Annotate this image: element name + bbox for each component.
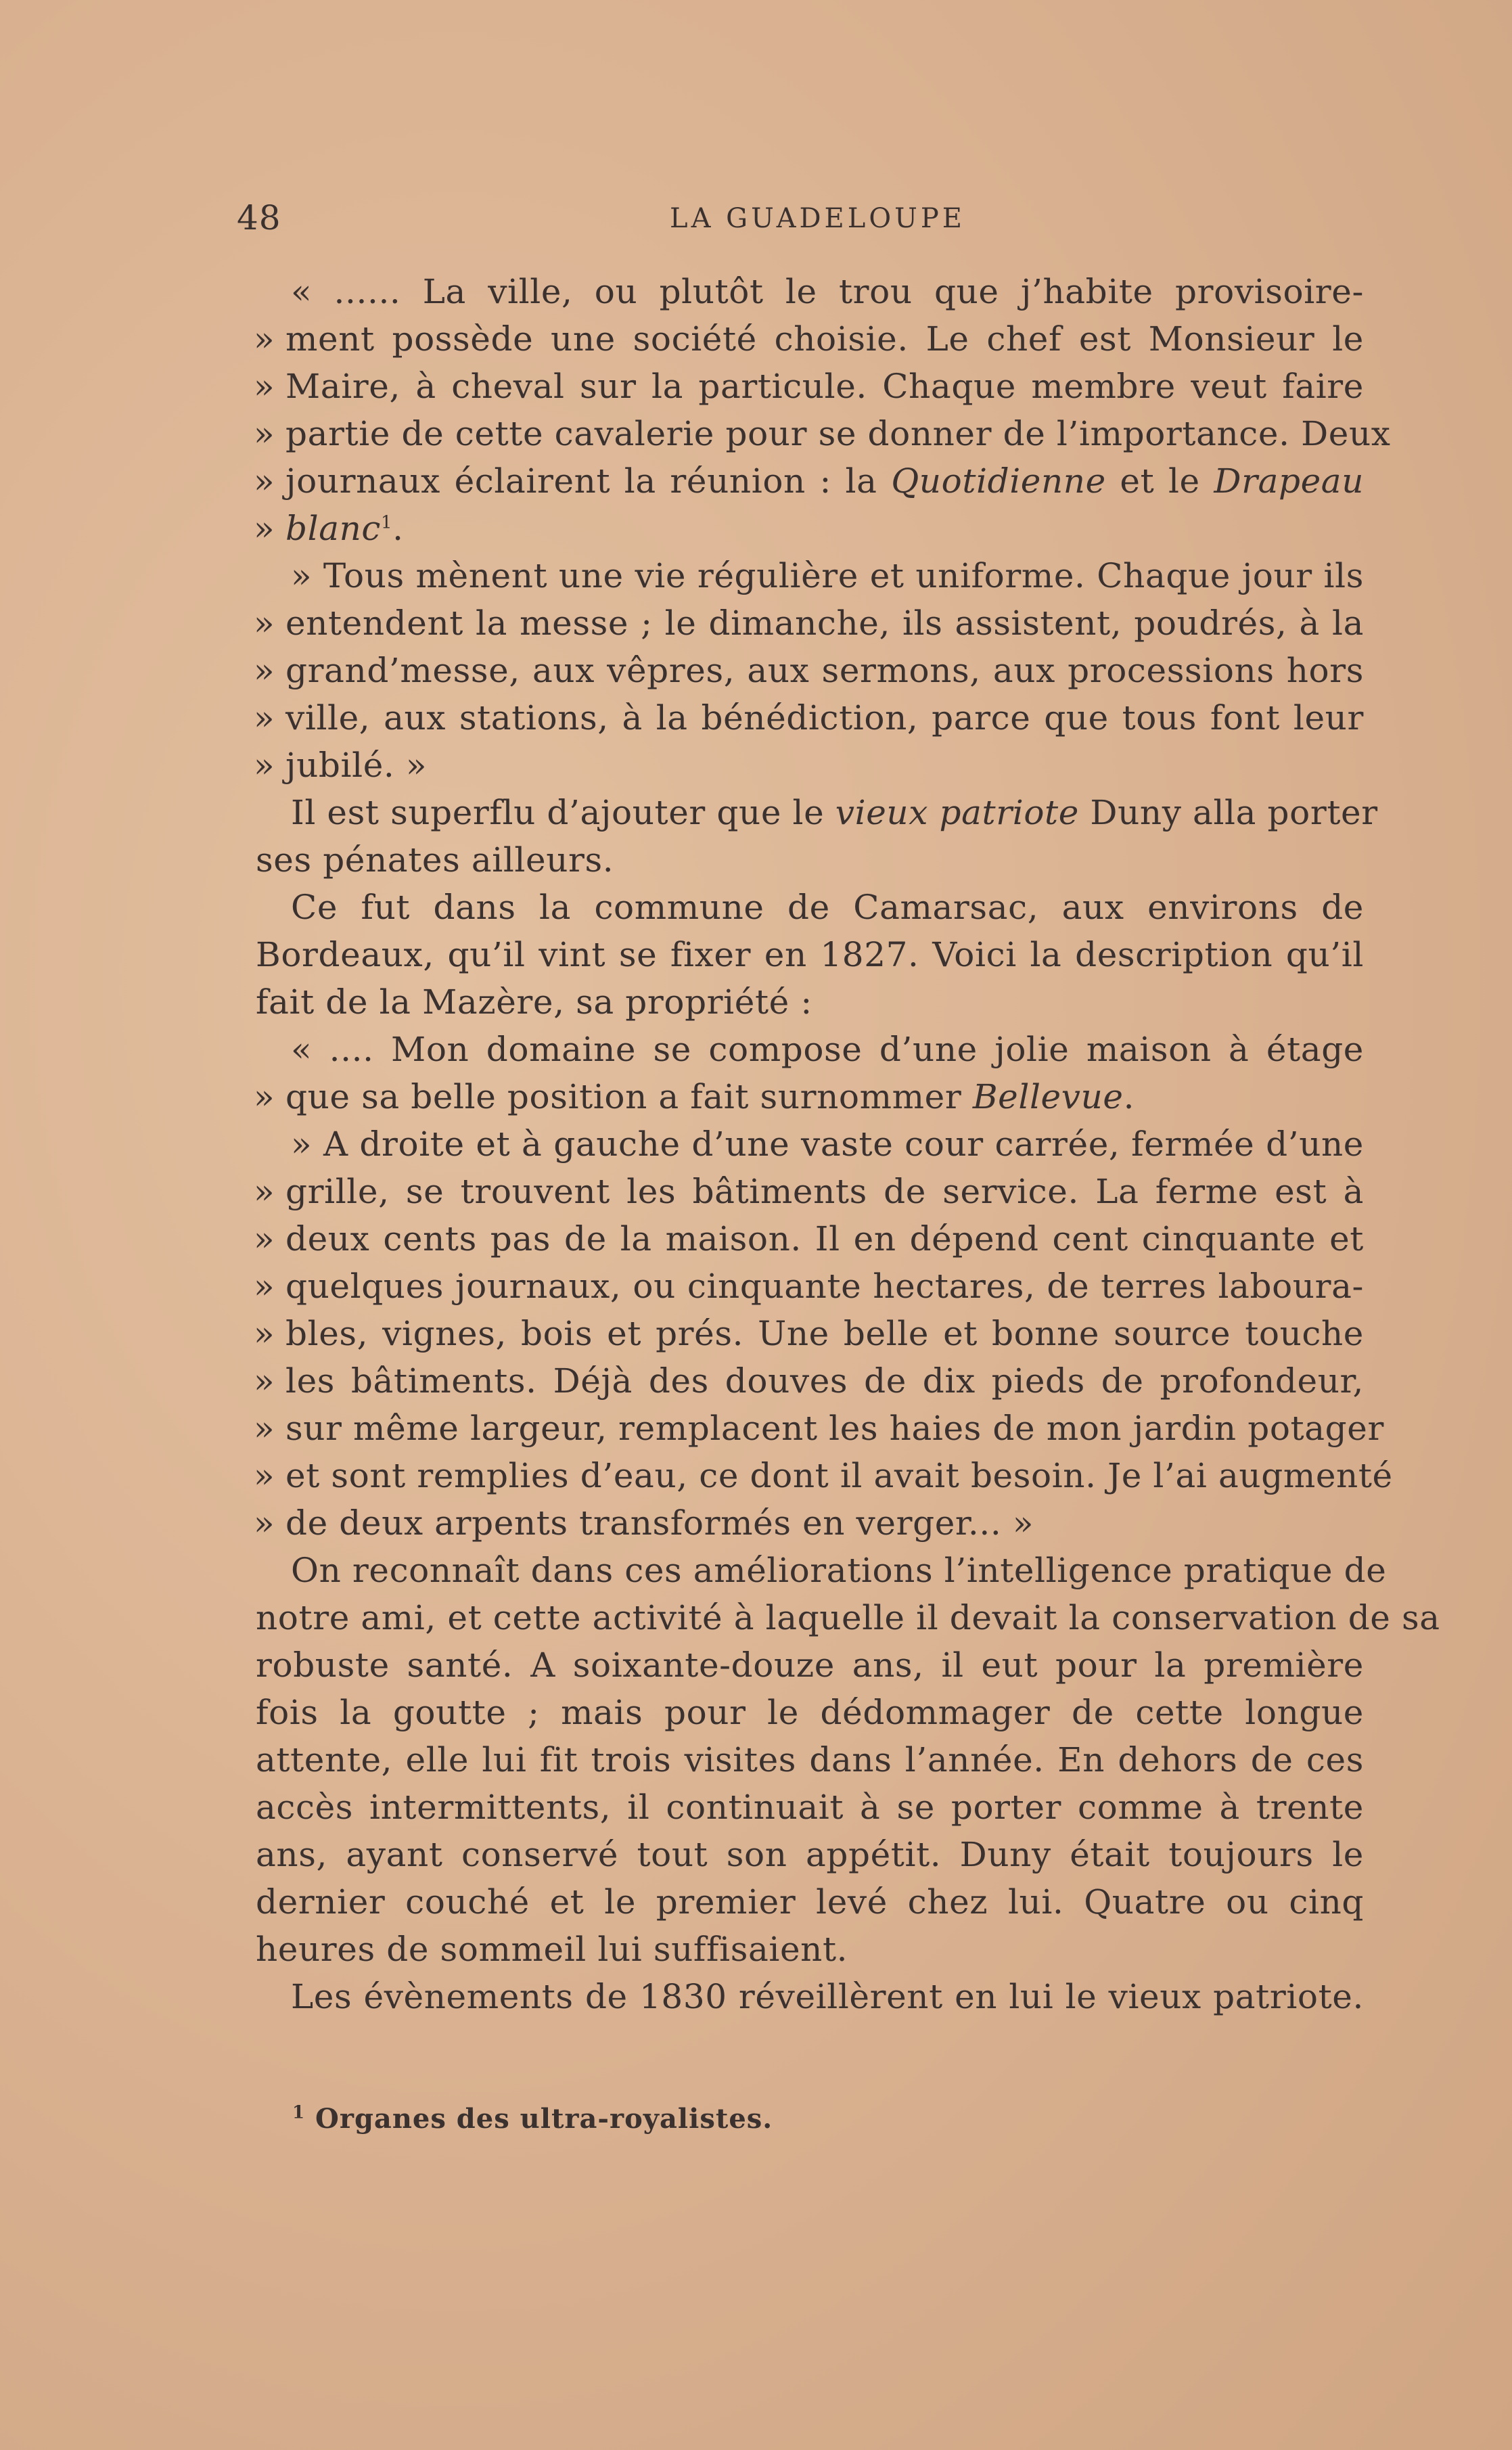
- quote-mark: »: [254, 1077, 275, 1116]
- text-line: [256, 1310, 1364, 1357]
- footnote-text: Organes des ultra-royalistes.: [305, 2103, 773, 2135]
- quote-mark: »: [254, 1219, 275, 1258]
- line-text: partie de cette cavalerie pour se donner de l’importance. Deux: [285, 414, 1391, 453]
- line-text: » Tous mènent une vie régulière et uniforme. Chaque jour ils: [291, 556, 1364, 595]
- line-text: grand’messe, aux vêpres, aux sermons, aux processions hors: [285, 651, 1364, 690]
- text-line: [256, 268, 1364, 315]
- line-text: .: [392, 509, 404, 548]
- line-text: Bordeaux, qu’il vint se fixer en 1827. Voici la description qu’il: [256, 935, 1364, 974]
- line-text: » A droite et à gauche d’une vaste cour carrée, fermée d’une: [291, 1125, 1364, 1164]
- italic-text: Quotidienne: [891, 461, 1106, 501]
- line-text: dernier couché et le premier levé chez lui. Quatre ou cinq: [256, 1882, 1364, 1922]
- line-text: fois la goutte ; mais pour le dédommager de cette longue: [256, 1693, 1364, 1732]
- line-text: Il est superflu d’ajouter que le: [291, 793, 835, 832]
- text-line: [256, 1073, 1364, 1120]
- text-line: [256, 599, 1364, 647]
- text-line: [256, 742, 1364, 789]
- text-line: [256, 1689, 1364, 1736]
- text-line: [254, 1405, 1384, 1452]
- line-text: de deux arpents transformés en verger... »: [285, 1503, 1034, 1543]
- line-text: et le: [1105, 461, 1214, 501]
- line-text: accès intermittents, il continuait à se porter comme à trente: [256, 1788, 1364, 1827]
- text-line: [256, 978, 1364, 1026]
- text-line: [256, 1263, 1364, 1310]
- text-line: [256, 1120, 1364, 1168]
- text-line: [256, 1594, 1440, 1641]
- line-text: Duny alla porter: [1078, 793, 1378, 832]
- footnote-ref: 1: [381, 512, 393, 533]
- line-text: sur même largeur, remplacent les haies de mon jardin potager: [285, 1409, 1384, 1448]
- text-line: [256, 931, 1364, 978]
- text-line: [256, 505, 1364, 552]
- italic-text: Bellevue: [972, 1077, 1124, 1116]
- line-text: bles, vignes, bois et prés. Une belle et bonne source touche: [285, 1314, 1364, 1353]
- quote-mark: »: [254, 1314, 275, 1353]
- text-line: [256, 552, 1364, 599]
- text-line: [256, 1357, 1364, 1405]
- line-text: deux cents pas de la maison. Il en dépend cent cinquante et: [285, 1219, 1364, 1258]
- quote-mark: »: [254, 319, 275, 359]
- text-line: [256, 1973, 1364, 2020]
- text-line: [256, 836, 1364, 884]
- line-text: Ce fut dans la commune de Camarsac, aux environs de: [291, 888, 1364, 927]
- line-text: attente, elle lui fit trois visites dans l’année. En dehors de ces: [256, 1740, 1364, 1779]
- line-text: heures de sommeil lui suffisaient.: [256, 1930, 848, 1969]
- quote-mark: »: [254, 367, 275, 406]
- quote-mark: »: [254, 1361, 275, 1401]
- text-line: [256, 789, 1378, 836]
- quote-mark: »: [254, 414, 275, 453]
- text-line: [256, 1878, 1364, 1926]
- quote-mark: »: [254, 1267, 275, 1306]
- line-text: « .... Mon domaine se compose d’une jolie maison à étage: [291, 1030, 1364, 1069]
- text-line: [254, 1452, 1393, 1499]
- quote-mark: »: [254, 1503, 275, 1543]
- text-line: [256, 1547, 1387, 1594]
- quote-mark: »: [254, 746, 275, 785]
- quote-mark: »: [254, 461, 275, 501]
- text-line: [256, 457, 1364, 505]
- line-text: robuste santé. A soixante-douze ans, il eut pour la première: [256, 1646, 1364, 1685]
- quote-mark: »: [254, 509, 275, 548]
- line-text: jubilé. »: [285, 746, 428, 785]
- quote-mark: »: [254, 1456, 275, 1495]
- line-text: Les évènements de 1830 réveillèrent en lui le vieux patriote.: [291, 1977, 1364, 2016]
- line-text: que sa belle position a fait surnommer: [285, 1077, 973, 1116]
- footnote: [292, 2099, 773, 2139]
- body-text: [254, 268, 1440, 2020]
- text-line: [256, 647, 1364, 694]
- footnote-marker: 1: [292, 2102, 306, 2123]
- page-header: [237, 198, 1363, 238]
- quote-mark: »: [254, 698, 275, 738]
- italic-text: Drapeau: [1214, 461, 1364, 501]
- line-text: .: [1123, 1077, 1135, 1116]
- text-line: [254, 410, 1391, 457]
- text-line: [256, 884, 1364, 931]
- text-line: [256, 1831, 1364, 1878]
- line-text: grille, se trouvent les bâtiments de service. La ferme est à: [285, 1172, 1364, 1211]
- line-text: ses pénates ailleurs.: [256, 840, 614, 880]
- line-text: On reconnaît dans ces améliorations l’intelligence pratique de: [291, 1551, 1387, 1590]
- line-text: fait de la Mazère, sa propriété :: [256, 982, 812, 1022]
- line-text: Maire, à cheval sur la particule. Chaque membre veut faire: [285, 367, 1364, 406]
- line-text: notre ami, et cette activité à laquelle il devait la conservation de sa: [256, 1598, 1440, 1637]
- quote-mark: »: [254, 651, 275, 690]
- text-line: [256, 1641, 1364, 1689]
- quote-mark: »: [254, 1409, 275, 1448]
- text-line: [256, 1168, 1364, 1215]
- text-line: [256, 363, 1364, 410]
- line-text: journaux éclairent la réunion : la: [285, 461, 892, 501]
- line-text: ans, ayant conservé tout son appétit. Duny était toujours le: [256, 1835, 1364, 1874]
- italic-text: blanc: [285, 509, 382, 548]
- line-text: ville, aux stations, à la bénédiction, parce que tous font leur: [285, 698, 1364, 738]
- text-line: [256, 1215, 1364, 1263]
- italic-text: vieux patriote: [835, 793, 1079, 832]
- text-line: [256, 1926, 1364, 1973]
- text-line: [256, 1499, 1364, 1547]
- quote-mark: »: [254, 1172, 275, 1211]
- text-line: [256, 315, 1364, 363]
- line-text: et sont remplies d’eau, ce dont il avait besoin. Je l’ai augmenté: [285, 1456, 1393, 1495]
- text-line: [256, 1026, 1364, 1073]
- line-text: les bâtiments. Déjà des douves de dix pieds de profondeur,: [285, 1361, 1364, 1401]
- quote-mark: »: [254, 604, 275, 643]
- line-text: ment possède une société choisie. Le chef est Monsieur le: [285, 319, 1364, 359]
- line-text: « ...... La ville, ou plutôt le trou que j’habite provisoire-: [291, 272, 1364, 311]
- line-text: quelques journaux, ou cinquante hectares, de terres laboura-: [285, 1267, 1364, 1306]
- running-title: LA GUADELOUPE: [670, 203, 965, 234]
- text-line: [256, 1736, 1364, 1784]
- page-number: 48: [237, 198, 281, 237]
- text-line: [256, 694, 1364, 742]
- line-text: entendent la messe ; le dimanche, ils assistent, poudrés, à la: [285, 604, 1364, 643]
- text-line: [256, 1784, 1364, 1831]
